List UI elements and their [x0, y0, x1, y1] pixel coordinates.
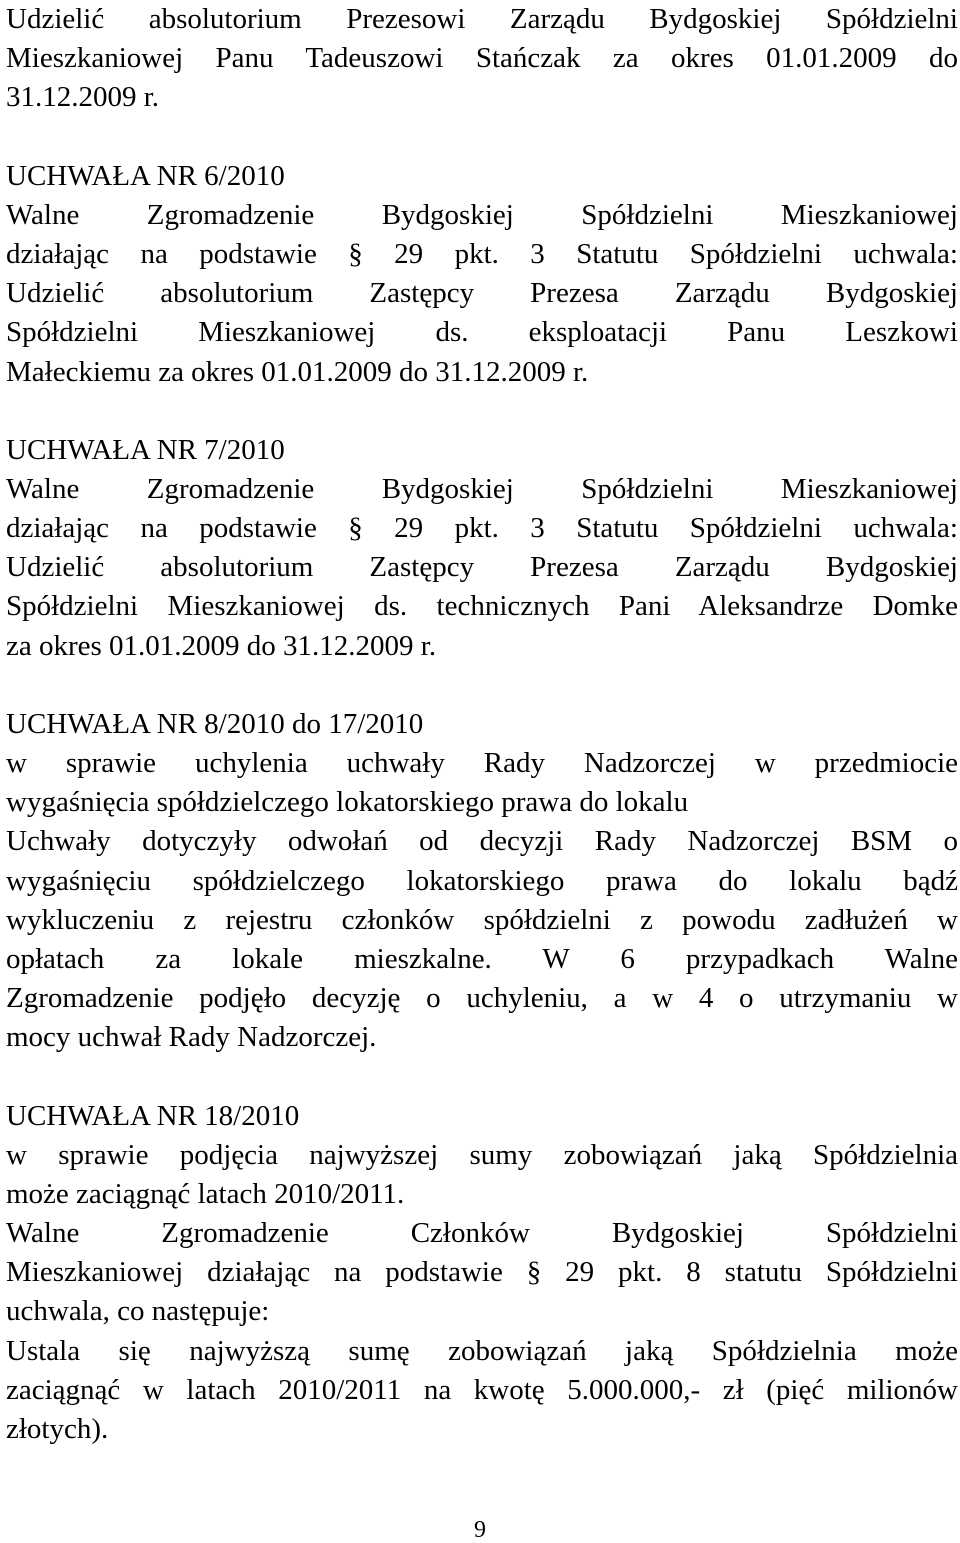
text-line: uchwala, co następuje: [6, 1295, 270, 1328]
text-line: Spółdzielni Mieszkaniowej ds. eksploatacji Panu Leszkowi [6, 316, 958, 349]
text-line: Udzielić absolutorium Zastępcy Prezesa Zarządu Bydgoskiej [6, 277, 958, 310]
paragraph-gap [6, 1058, 958, 1097]
text-line: mocy uchwał Rady Nadzorczej. [6, 1021, 377, 1054]
text-line: Mieszkaniowej Panu Tadeuszowi Stańczak za okres 01.01.2009 do [6, 42, 958, 75]
text-line: za okres 01.01.2009 do 31.12.2009 r. [6, 629, 437, 662]
text-line: działając na podstawie § 29 pkt. 3 Statutu Spółdzielni uchwala: [6, 512, 958, 545]
text-line: 31.12.2009 r. [6, 81, 160, 114]
paragraph-gap [6, 392, 958, 431]
section-uchwala-8-17 [6, 705, 958, 1058]
text-line: złotych). [6, 1413, 109, 1445]
text-line: w sprawie podjęcia najwyższej sumy zobowiązań jaką Spółdzielnia [6, 1138, 958, 1171]
resolution-heading: UCHWAŁA NR 7/2010 [6, 433, 285, 466]
text-line: Zgromadzenie podjęło decyzję o uchyleniu, a w 4 o utrzymaniu w [6, 982, 958, 1015]
section-uchwala-6 [6, 157, 958, 392]
text-line: może zaciągnąć latach 2010/2011. [6, 1177, 405, 1210]
page-number: 9 [474, 1517, 486, 1543]
resolution-heading: UCHWAŁA NR 6/2010 [6, 159, 285, 192]
text-line: wygaśnięcia spółdzielczego lokatorskiego prawa do lokalu [6, 786, 689, 819]
text-line: Małeckiemu za okres 01.01.2009 do 31.12.2009 r. [6, 355, 589, 388]
text-line: Walne Zgromadzenie Bydgoskiej Spółdzielni Mieszkaniowej [6, 198, 958, 231]
text-line: Walne Zgromadzenie Członków Bydgoskiej Spółdzielni [6, 1217, 958, 1250]
text-line: wygaśnięciu spółdzielczego lokatorskiego prawa do lokalu bądź [6, 864, 958, 897]
paragraph-gap [6, 118, 958, 157]
resolution-heading: UCHWAŁA NR 8/2010 do 17/2010 [6, 707, 424, 740]
text-line: w sprawie uchylenia uchwały Rady Nadzorczej w przedmiocie [6, 747, 958, 779]
paragraph-gap [6, 666, 958, 705]
section-uchwala-7 [6, 431, 958, 666]
document-page [6, 0, 958, 1449]
resolution-heading: UCHWAŁA NR 18/2010 [6, 1099, 300, 1132]
text-line: Uchwały dotyczyły odwołań od decyzji Rady Nadzorczej BSM o [6, 825, 958, 858]
text-line: Mieszkaniowej działając na podstawie § 29 pkt. 8 statutu Spółdzielni [6, 1256, 958, 1289]
section-uchwala-18 [6, 1097, 958, 1450]
text-line: Udzielić absolutorium Prezesowi Zarządu Bydgoskiej Spółdzielni [6, 3, 958, 35]
text-line: Spółdzielni Mieszkaniowej ds. technicznych Pani Aleksandrze Domke [6, 590, 958, 623]
text-line: zaciągnąć w latach 2010/2011 na kwotę 5.000.000,- zł (pięć milionów [6, 1373, 958, 1406]
text-line: działając na podstawie § 29 pkt. 3 Statutu Spółdzielni uchwala: [6, 237, 958, 270]
text-line: Udzielić absolutorium Zastępcy Prezesa Zarządu Bydgoskiej [6, 551, 958, 584]
text-line: wykluczeniu z rejestru członków spółdzielni z powodu zadłużeń w [6, 903, 958, 936]
text-line: Walne Zgromadzenie Bydgoskiej Spółdzielni Mieszkaniowej [6, 472, 958, 505]
text-line: Ustala się najwyższą sumę zobowiązań jaką Spółdzielnia może [6, 1334, 958, 1367]
section-absolutorium-prezes [6, 0, 958, 118]
text-line: opłatach za lokale mieszkalne. W 6 przypadkach Walne [6, 942, 958, 975]
